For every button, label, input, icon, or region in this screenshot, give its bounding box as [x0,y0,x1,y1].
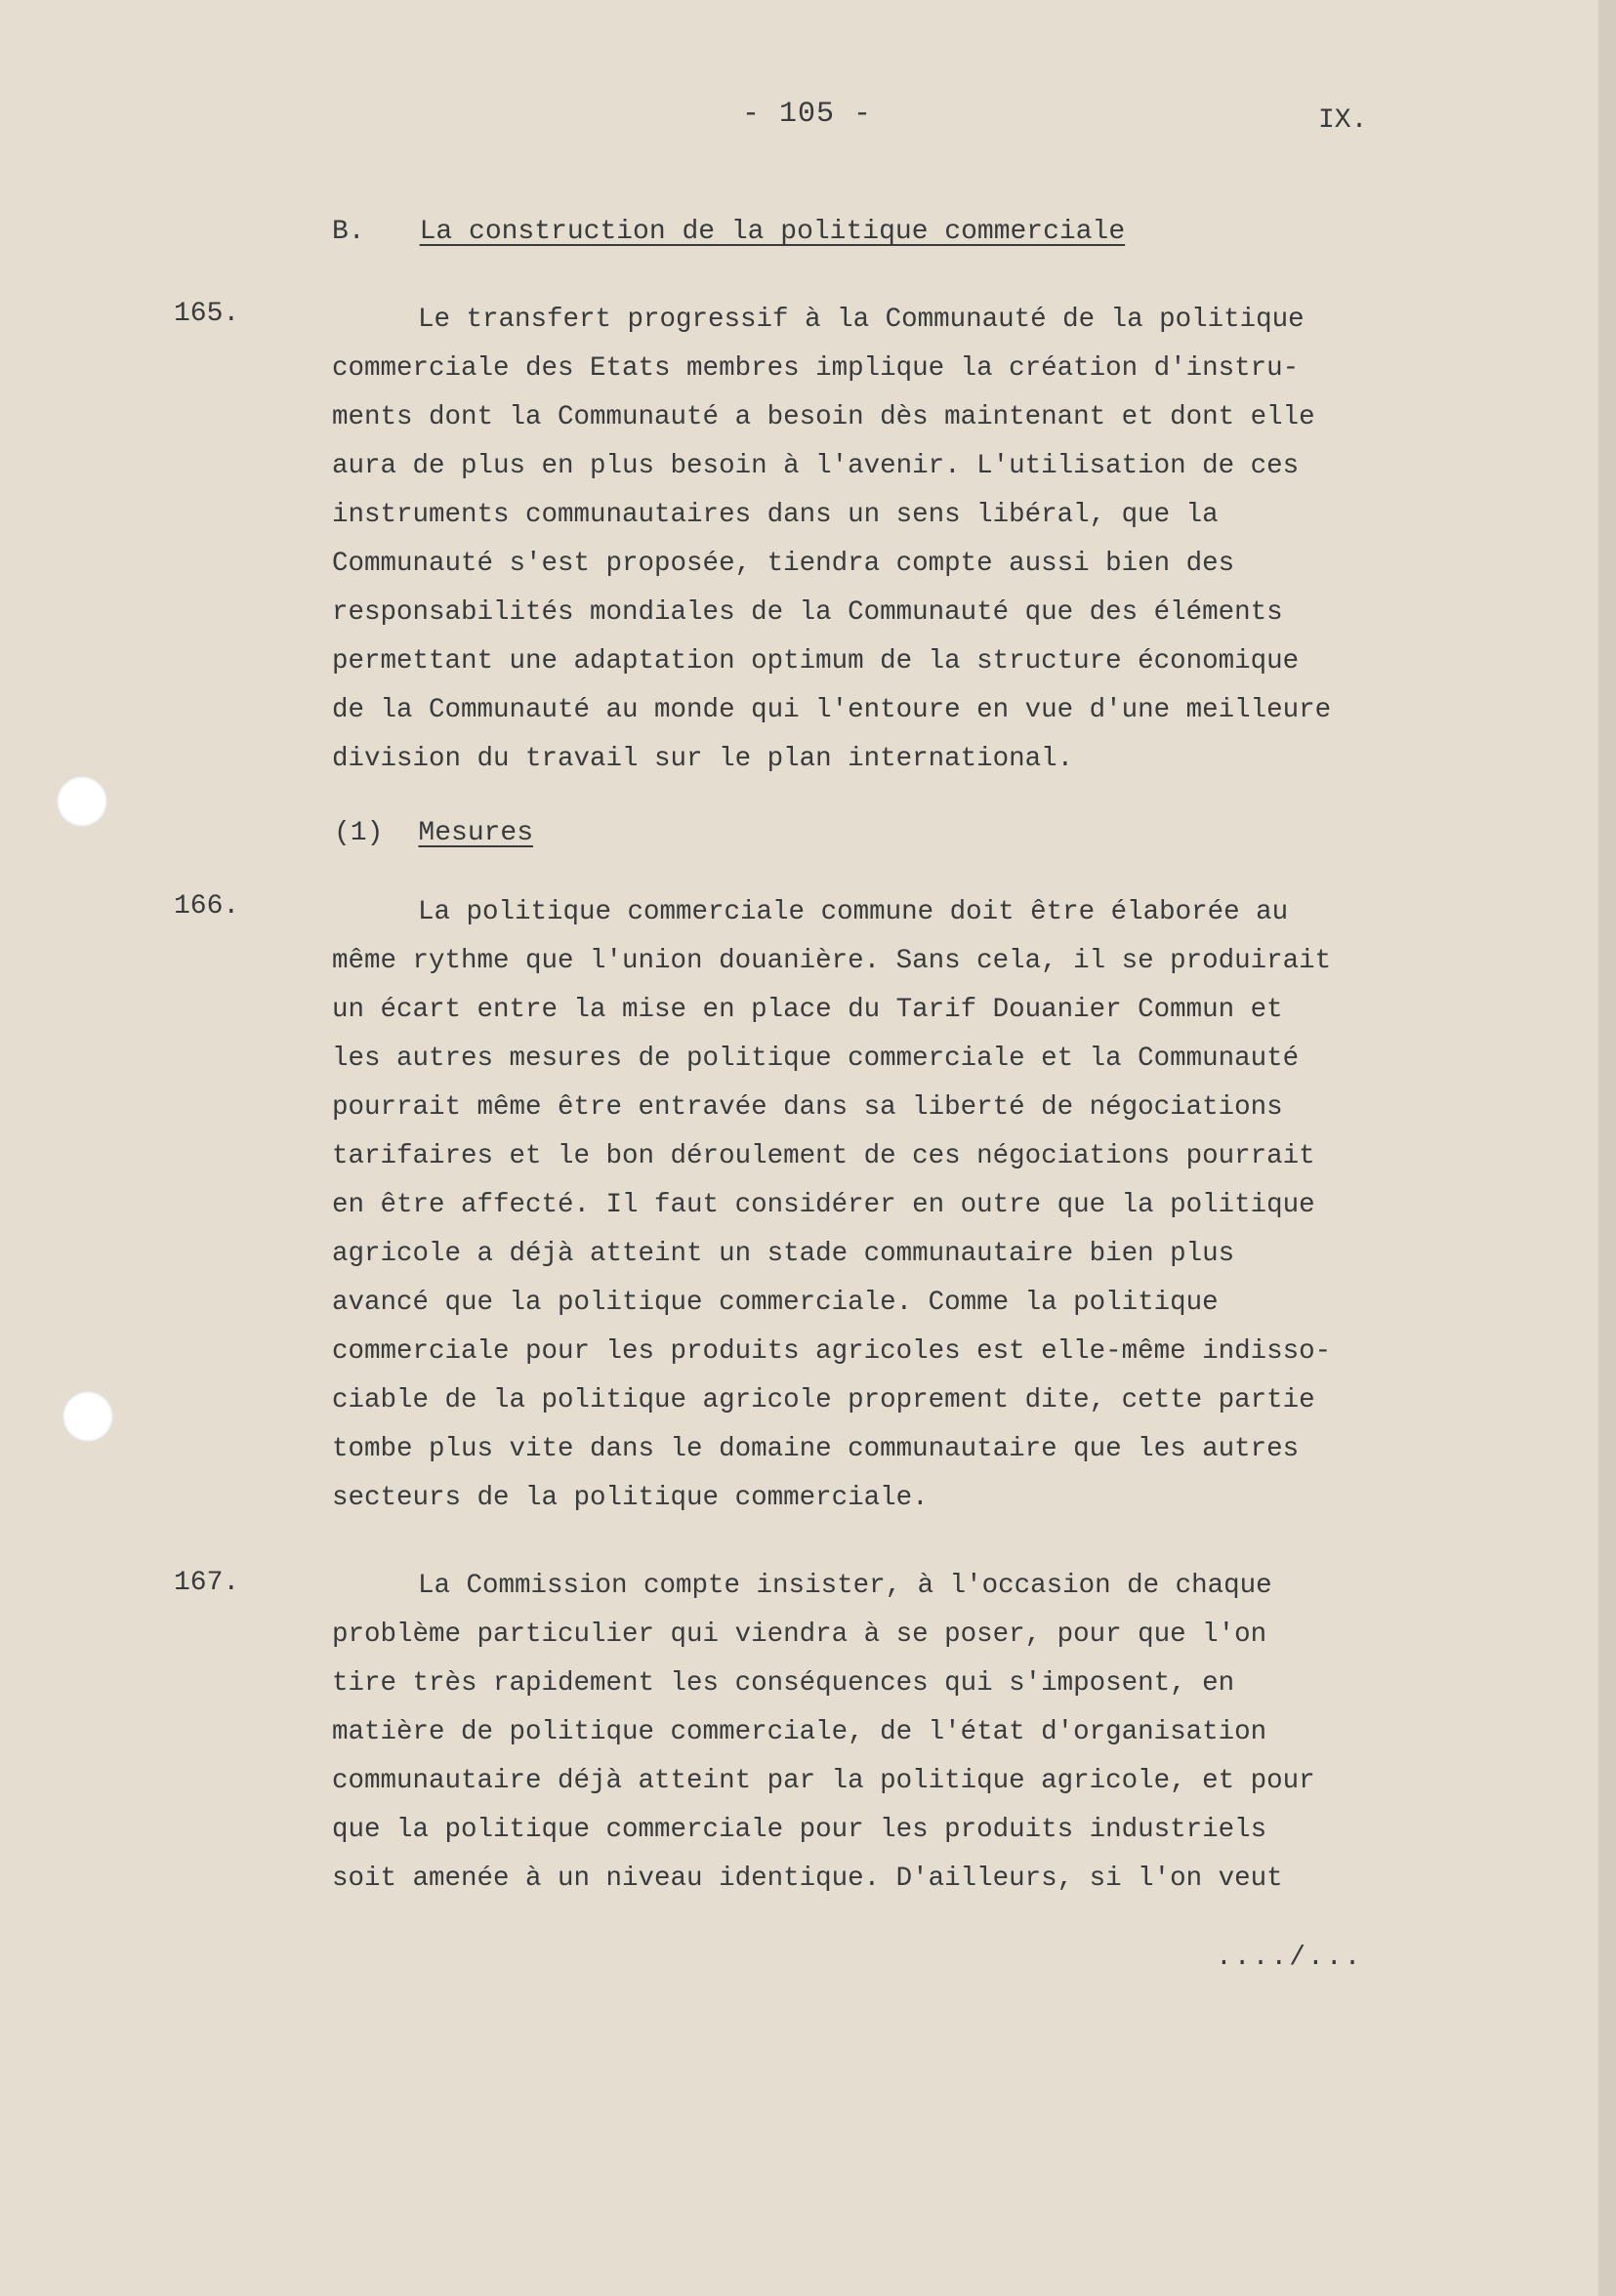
text-line: division du travail sur le plan international. [332,744,1074,774]
text-line: les autres mesures de politique commerciale et la Communauté [332,1044,1300,1074]
text-line: ments dont la Communauté a besoin dès maintenant et dont elle [332,402,1315,432]
section-number: IX. [1318,105,1368,136]
text-line: de la Communauté au monde qui l'entoure en vue d'une meilleure [332,695,1332,725]
text-line: La politique commerciale commune doit être élaborée au [418,897,1289,927]
punch-hole-bottom [62,1391,113,1442]
subheading-title: Mesures [418,818,534,848]
text-line: que la politique commerciale pour les produits industriels [332,1815,1267,1845]
paragraph-number-167: 167. [174,1568,240,1598]
text-line: secteurs de la politique commerciale. [332,1483,929,1513]
text-line: soit amenée à un niveau identique. D'ailleurs, si l'on veut [332,1864,1283,1894]
text-line: tombe plus vite dans le domaine communautaire que les autres [332,1434,1300,1464]
text-line: commerciale pour les produits agricoles est elle-même indisso- [332,1336,1332,1367]
text-line: pourrait même être entravée dans sa liberté de négociations [332,1092,1283,1123]
subheading [334,818,533,848]
paragraph-167 [332,1562,1406,1904]
text-line: en être affecté. Il faut considérer en outre que la politique [332,1190,1315,1220]
page-number: - 105 - [742,98,873,131]
text-line: permettant une adaptation optimum de la structure économique [332,646,1300,676]
section-heading-title: La construction de la politique commerciale [419,217,1126,247]
text-line: avancé que la politique commerciale. Comme la politique [332,1288,1219,1318]
paragraph-number-165: 165. [174,299,240,329]
text-line: même rythme que l'union douanière. Sans cela, il se produirait [332,946,1332,976]
text-line: commerciale des Etats membres implique la création d'instru- [332,353,1300,384]
text-line: Le transfert progressif à la Communauté de la politique [418,305,1305,335]
text-line: responsabilités mondiales de la Communauté que des éléments [332,597,1283,628]
text-line: ciable de la politique agricole proprement dite, cette partie [332,1385,1315,1415]
text-line: Communauté s'est proposée, tiendra compte aussi bien des [332,549,1235,579]
paragraph-165 [332,296,1406,784]
paragraph-number-166: 166. [174,891,240,922]
continuation-marker: ..../... [1216,1943,1363,1973]
text-line: communautaire déjà atteint par la politique agricole, et pour [332,1766,1315,1796]
paragraph-166 [332,888,1406,1523]
text-line: un écart entre la mise en place du Tarif Douanier Commun et [332,995,1283,1025]
subheading-number: (1) [334,818,384,848]
text-line: instruments communautaires dans un sens libéral, que la [332,500,1219,530]
text-line: matière de politique commerciale, de l'état d'organisation [332,1717,1267,1747]
page-edge-shade [1598,0,1616,2296]
text-line: La Commission compte insister, à l'occasion de chaque [418,1571,1272,1601]
text-line: problème particulier qui viendra à se poser, pour que l'on [332,1620,1267,1650]
punch-hole-top [57,776,107,827]
text-line: aura de plus en plus besoin à l'avenir. L'utilisation de ces [332,451,1300,481]
text-line: tarifaires et le bon déroulement de ces négociations pourrait [332,1141,1315,1171]
text-line: tire très rapidement les conséquences qui s'imposent, en [332,1668,1235,1699]
section-heading [332,217,1125,247]
section-heading-letter: B. [332,217,365,247]
text-line: agricole a déjà atteint un stade communautaire bien plus [332,1239,1235,1269]
